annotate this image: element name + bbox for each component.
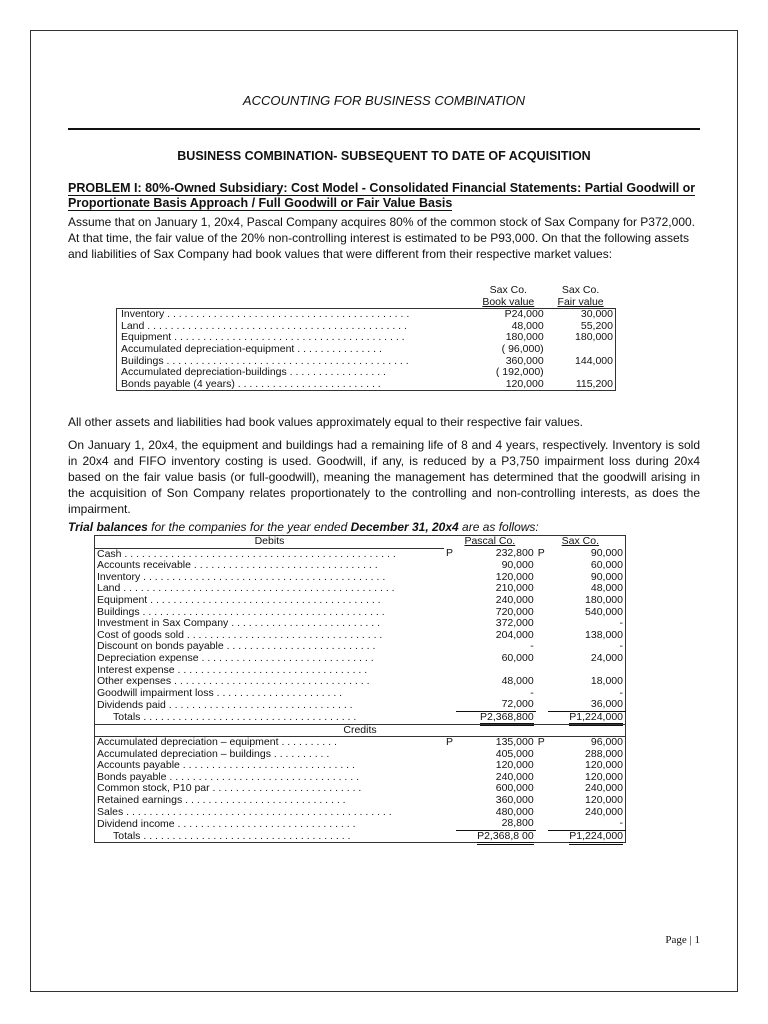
leader-dots: . . . . . . . . . . . . . . . . . . . . . . <box>213 687 343 699</box>
sax-total <box>548 711 626 724</box>
pascal-total <box>456 830 536 843</box>
leader-dots: . . . . . . . . . . . . . . . . . . . . . . . . . . . . <box>182 795 346 807</box>
debit-row <box>95 630 626 642</box>
peso-sign: P <box>537 736 545 749</box>
sax-amount: - <box>619 617 623 630</box>
fv-row <box>117 367 616 379</box>
tb-intro-a: Trial balances <box>68 520 148 534</box>
peso-sign: P <box>537 547 545 560</box>
tb-label <box>95 688 444 700</box>
problem-label: PROBLEM I: <box>68 181 142 195</box>
pascal-amount: 240,000 <box>495 770 534 783</box>
peso-sign <box>444 653 456 665</box>
totals-row <box>95 830 626 843</box>
fv-fair: 115,200 <box>546 379 616 391</box>
col-pascal-head: Pascal Co. <box>464 535 516 548</box>
pascal-amount: 240,000 <box>495 593 534 606</box>
peso-sign <box>536 772 548 784</box>
tb-label-text: Accumulated depreciation – equipment <box>97 736 279 749</box>
tb-label-text: Dividends paid <box>97 699 166 711</box>
pascal-total-value: P2,368,8 00 <box>477 830 534 845</box>
sax-amount: - <box>619 640 623 653</box>
peso-sign <box>536 783 548 795</box>
leader-dots: . . . . . . . . . . . . . . . . . . . . . . . . . . . . . . . . <box>190 560 378 572</box>
tb-label-text: Sales <box>97 806 124 818</box>
tb-label <box>95 749 444 761</box>
tb-label-text: Interest expense <box>97 664 175 676</box>
fv-book: 180,000 <box>505 331 544 344</box>
fv-book: 120,000 <box>471 379 546 391</box>
credit-row <box>95 807 626 819</box>
credit-row <box>95 737 626 749</box>
sax-amount: 138,000 <box>585 628 623 641</box>
debit-row <box>95 572 626 584</box>
tb-label-text: Equipment <box>97 594 148 606</box>
tb-label <box>95 618 444 630</box>
leader-dots: . . . . . . . . . . . . . . . . . . . . . . . . . . . . . . . . . . . . . . . . . . . . . . <box>123 806 392 818</box>
peso-sign <box>536 653 548 665</box>
fv-book: ( 96,000) <box>501 342 544 355</box>
leader-dots: . . . . . . . . . . . . . . . . . . . . . . . . . . . . . . . . . . . . . . . . . . . . . . . <box>121 548 396 560</box>
tb-intro-b: for the companies for the year ended <box>147 520 351 534</box>
leader-dots: . . . . . . . . . . . . . . . . . . . . . . . . . . <box>209 783 362 795</box>
sax-amount: - <box>548 818 626 830</box>
sax-amount: 48,000 <box>590 582 623 595</box>
pascal-amount: 232,800 <box>495 547 534 560</box>
peso-sign <box>444 618 456 630</box>
fv-label-text: Accumulated depreciation-equipment <box>121 343 295 355</box>
peso-sign <box>536 699 548 711</box>
peso-sign <box>444 760 456 772</box>
peso-sign <box>444 607 456 619</box>
pascal-amount: 360,000 <box>495 794 534 807</box>
fv-book: ( 192,000) <box>495 366 544 379</box>
peso-sign <box>536 641 548 653</box>
peso-sign <box>536 807 548 819</box>
fv-label <box>117 356 471 368</box>
debit-row <box>95 641 626 653</box>
pascal-amount: 120,000 <box>495 570 534 583</box>
tb-label <box>95 818 444 830</box>
pascal-amount: 372,000 <box>495 617 534 630</box>
debit-row <box>95 607 626 619</box>
peso-sign <box>444 560 456 572</box>
peso-sign <box>536 572 548 584</box>
fv-row <box>117 309 616 321</box>
tb-label <box>95 760 444 772</box>
sax-amount: 36,000 <box>548 699 626 711</box>
fv-book: P24,000 <box>471 309 546 321</box>
leader-dots: . . . . . . . . . . . . . . . . . . . . . . . . . . . . . . . . . . . . . . . . . . <box>164 308 410 321</box>
tb-label-text: Accounts receivable <box>97 560 191 572</box>
leader-dots: . . . . . . . . . . . . . . . . . . . . . . . . . . . . . . <box>179 760 355 772</box>
leader-dots: . . . . . . . . . . . . . . . . . . . . . . . . . . . . . . <box>198 652 374 664</box>
col-book-head-1: Sax Co. <box>489 284 527 296</box>
sax-amount: 240,000 <box>585 782 623 795</box>
sax-amount: 90,000 <box>590 547 623 560</box>
leader-dots: . . . . . . . . . . . . . . . . . . . . . . . . . . . . . . . . . . . . . <box>140 711 357 723</box>
tb-label-text: Land <box>97 583 121 595</box>
fv-label-text: Inventory <box>121 308 165 321</box>
peso-sign <box>536 618 548 630</box>
peso-sign <box>444 772 456 784</box>
pascal-amount: 60,000 <box>501 651 534 664</box>
credit-row <box>95 783 626 795</box>
credit-row <box>95 760 626 772</box>
totals-label: Totals <box>113 711 141 723</box>
tb-label <box>95 548 444 560</box>
peso-sign <box>444 583 456 595</box>
tb-label <box>95 560 444 572</box>
tb-label <box>95 665 444 677</box>
tb-label-text: Buildings <box>97 606 140 618</box>
sax-total-value: P1,224,000 <box>569 830 623 845</box>
peso-sign <box>536 676 548 688</box>
sax-amount: 120,000 <box>585 794 623 807</box>
trial-balance-table <box>94 535 626 843</box>
tb-label-text: Discount on bonds payable <box>97 641 224 653</box>
credits-header <box>95 724 626 737</box>
peso-sign <box>536 665 548 677</box>
sax-total-value: P1,224,000 <box>569 711 623 726</box>
peso-sign <box>444 665 456 677</box>
leader-dots: . . . . . . . . . . . . . . . . . . . . . . . . . . . . . . . <box>174 818 356 830</box>
leader-dots: . . . . . . . . . . . . . . . . . . . . . . . . . . . . . . . . . . . . . . . . <box>171 332 405 344</box>
leader-dots: . . . . . . . . . . . . . . . . . . . . . . . . . . . . . . . . . . . . <box>140 830 351 842</box>
tb-label <box>95 699 444 711</box>
sax-amount: 96,000 <box>590 736 623 749</box>
fv-row <box>117 379 616 391</box>
tb-label <box>95 641 444 653</box>
trial-balance-intro <box>68 519 700 535</box>
pascal-amount: 120,000 <box>495 759 534 772</box>
leader-dots: . . . . . . . . . . . . . . . . . . . . . . . . . . . . . . . . . . <box>183 629 383 641</box>
fv-fair: 30,000 <box>546 309 616 321</box>
peso-sign <box>536 607 548 619</box>
tb-label-text: Inventory <box>97 571 141 583</box>
peso-sign <box>444 818 456 830</box>
col-fair-head-2: Fair value <box>557 295 604 308</box>
pascal-amount: - <box>530 640 534 653</box>
col-book-head-2: Book value <box>482 295 535 308</box>
pascal-amount: 135,000 <box>495 736 534 749</box>
peso-sign <box>444 749 456 761</box>
leader-dots: . . . . . . . . . . . . . . . . . . . . . . . . . . . . . . . . . <box>166 771 360 783</box>
fv-label-text: Bonds payable (4 years) <box>121 378 235 390</box>
peso-sign <box>536 795 548 807</box>
tb-label <box>95 795 444 807</box>
tb-label-text: Cash <box>97 548 122 560</box>
leader-dots: . . . . . . . . . . . . . . . . . . . . . . . . . . <box>228 618 381 630</box>
sax-amount: 120,000 <box>585 759 623 772</box>
fv-label <box>117 344 471 356</box>
sax-amount: - <box>619 686 623 699</box>
col-sax-head: Sax Co. <box>561 535 600 548</box>
spacer <box>444 830 456 843</box>
debit-row <box>95 548 626 560</box>
fv-label-text: Buildings <box>121 355 164 367</box>
leader-dots: . . . . . . . . . . . . . . . . . . . . . . . . . . <box>223 641 376 653</box>
tb-label <box>95 737 444 749</box>
fv-label <box>117 309 471 321</box>
fv-label-text: Land <box>121 320 145 332</box>
sax-amount: 540,000 <box>585 605 623 618</box>
tb-label <box>95 830 444 843</box>
document-title: BUSINESS COMBINATION- SUBSEQUENT TO DATE OF ACQUISITION <box>177 149 591 163</box>
tb-intro-d: are as follows: <box>458 520 539 534</box>
debit-row <box>95 688 626 700</box>
peso-sign <box>536 688 548 700</box>
fv-label-text: Equipment <box>121 332 172 344</box>
peso-sign <box>536 630 548 642</box>
credits-label: Credits <box>95 724 626 737</box>
peso-sign <box>536 749 548 761</box>
tb-label-text: Retained earnings <box>97 795 183 807</box>
spacer <box>444 711 456 724</box>
sax-amount: 18,000 <box>590 675 623 688</box>
debit-row <box>95 560 626 572</box>
pascal-amount: 480,000 <box>495 805 534 818</box>
leader-dots: . . . . . . . . . . <box>270 748 330 760</box>
tb-label <box>95 772 444 784</box>
peso-sign <box>536 818 548 830</box>
tb-label-text: Other expenses <box>97 676 172 688</box>
tb-label-text: Cost of goods sold <box>97 629 184 641</box>
sax-amount: 288,000 <box>585 747 623 760</box>
tb-label <box>95 711 444 724</box>
credit-row <box>95 749 626 761</box>
debit-row <box>95 676 626 688</box>
credit-row <box>95 818 626 830</box>
col-fair-head-1: Sax Co. <box>561 284 600 296</box>
fv-fair: 180,000 <box>546 332 616 344</box>
fv-label <box>117 321 471 333</box>
peso-sign <box>444 699 456 711</box>
tb-label-text: Common stock, P10 par <box>97 783 210 795</box>
fv-fair: 144,000 <box>546 356 616 368</box>
leader-dots: . . . . . . . . . . . . . . . <box>294 343 382 355</box>
tb-label-text: Depreciation expense <box>97 652 199 664</box>
sax-amount: 180,000 <box>585 593 623 606</box>
tb-label-text: Dividend income <box>97 818 175 830</box>
fv-fair <box>546 344 616 356</box>
tb-label <box>95 583 444 595</box>
sax-amount: 240,000 <box>585 805 623 818</box>
peso-sign <box>444 807 456 819</box>
tb-label-text: Investment in Sax Company <box>97 618 229 630</box>
tb-label <box>95 676 444 688</box>
pascal-amount: 72,000 <box>456 699 536 711</box>
peso-sign <box>444 795 456 807</box>
debit-row <box>95 665 626 677</box>
peso-sign <box>444 641 456 653</box>
peso-sign <box>444 572 456 584</box>
tb-label-text: Accumulated depreciation – buildings <box>97 748 271 760</box>
sax-amount: 120,000 <box>585 770 623 783</box>
peso-sign <box>444 783 456 795</box>
fv-fair: 55,200 <box>546 321 616 333</box>
tb-intro-c: December 31, 20x4 <box>350 520 459 534</box>
pascal-amount: 600,000 <box>495 782 534 795</box>
pascal-amount: 48,000 <box>501 675 534 688</box>
tb-label <box>95 783 444 795</box>
peso-sign <box>536 760 548 772</box>
peso-sign <box>444 688 456 700</box>
credit-row <box>95 772 626 784</box>
pascal-amount: 28,800 <box>456 818 536 830</box>
leader-dots: . . . . . . . . . . . . . . . . . <box>286 367 386 379</box>
sax-amount: 90,000 <box>590 570 623 583</box>
pascal-amount: 204,000 <box>495 628 534 641</box>
totals-label: Totals <box>113 830 141 842</box>
fv-label <box>117 332 471 344</box>
sax-amount: 24,000 <box>590 651 623 664</box>
tb-label-text: Bonds payable <box>97 771 167 783</box>
pascal-amount: 720,000 <box>495 605 534 618</box>
leader-dots: . . . . . . . . . . . . . . . . . . . . . . . . . . . . . . . . . . . . . . . . . . . . . . . <box>120 583 395 595</box>
tb-label <box>95 607 444 619</box>
peso-sign <box>444 595 456 607</box>
spacer <box>536 711 548 724</box>
peso-sign <box>444 630 456 642</box>
pascal-total <box>456 711 536 724</box>
assumptions-paragraph: On January 1, 20x4, the equipment and buildings had a remaining life of 8 and 4 years, respectively. Inventory is sold in 20x4 and FIFO inventory costing is used. Goodwill, if any, is reduced by a P3,750 impairment loss during 20x4 based on the fair value basis (or full-goodwill), meaning the management has determined that the goodwill arising in the acquisition of Son Company relates proportionately to the controlling and non-controlling interests, as does the impairment. <box>68 438 700 516</box>
debit-row <box>95 699 626 711</box>
leader-dots: . . . . . . . . . . . . . . . . . . . . . . . . . <box>234 378 381 390</box>
tb-label <box>95 653 444 665</box>
fv-book: 360,000 <box>505 354 544 367</box>
tb-label <box>95 807 444 819</box>
debit-row <box>95 595 626 607</box>
pascal-amount: 210,000 <box>495 582 534 595</box>
fv-label <box>117 379 471 391</box>
pascal-amount: 90,000 <box>501 559 534 572</box>
tb-label <box>95 630 444 642</box>
tb-label <box>95 572 444 584</box>
leader-dots: . . . . . . . . . . . . . . . . . . . . . . . . . . . . . . . . . . . . . . . . <box>147 594 381 606</box>
peso-sign <box>444 676 456 688</box>
sax-total <box>548 830 626 843</box>
leader-dots: . . . . . . . . . . . . . . . . . . . . . . . . . . . . . . . . . . . . . . . . . . . . . <box>144 320 407 332</box>
peso-sign: P <box>445 547 453 560</box>
peso-sign: P <box>445 736 453 749</box>
fair-value-note: All other assets and liabilities had book values approximately equal to their respective fair values. <box>68 415 583 429</box>
problem-heading-text: 80%-Owned Subsidiary: Cost Model - Consolidated Financial Statements: Partial Goodwill or Proportionate Basis Approach / Full Goodwill or Fair Value Basis <box>68 181 696 210</box>
header-rule <box>68 128 700 130</box>
leader-dots: . . . . . . . . . . . . . . . . . . . . . . . . . . . . . . . . . . . . . . . . . . <box>140 571 386 583</box>
leader-dots: . . . . . . . . . . <box>278 736 337 749</box>
debits-label: Debits <box>95 536 444 549</box>
leader-dots: . . . . . . . . . . . . . . . . . . . . . . . . . . . . . . . . . . . . . . . . . . <box>139 606 385 618</box>
peso-sign <box>536 595 548 607</box>
spacer <box>536 830 548 843</box>
leader-dots: . . . . . . . . . . . . . . . . . . . . . . . . . . . . . . . . <box>165 699 353 711</box>
leader-dots: . . . . . . . . . . . . . . . . . . . . . . . . . . . . . . . . . . . . . . . . . . <box>163 355 409 367</box>
pascal-total-value: P2,368,800 <box>480 711 534 726</box>
page-number: Page | 1 <box>665 934 700 946</box>
totals-row <box>95 711 626 724</box>
fv-label-text: Accumulated depreciation-buildings <box>121 367 287 379</box>
debit-row <box>95 618 626 630</box>
pascal-amount: 405,000 <box>495 747 534 760</box>
tb-label-text: Goodwill impairment loss <box>97 687 214 699</box>
leader-dots: . . . . . . . . . . . . . . . . . . . . . . . . . . . . . . . . . . <box>171 676 370 688</box>
tb-label <box>95 595 444 607</box>
peso-sign <box>536 583 548 595</box>
fair-value-table <box>116 285 616 391</box>
peso-sign <box>536 560 548 572</box>
fv-label <box>117 367 471 379</box>
debit-row <box>95 583 626 595</box>
sax-amount: 60,000 <box>590 559 623 572</box>
fv-book: 48,000 <box>511 319 544 332</box>
credit-row <box>95 795 626 807</box>
fv-row <box>117 344 616 356</box>
debit-row <box>95 653 626 665</box>
problem-heading <box>68 181 700 211</box>
fv-fair <box>546 367 616 379</box>
tb-label-text: Accounts payable <box>97 760 180 772</box>
leader-dots: . . . . . . . . . . . . . . . . . . . . . . . . . . . . . . . . . <box>174 664 368 676</box>
running-header: ACCOUNTING FOR BUSINESS COMBINATION <box>242 93 526 108</box>
pascal-amount: - <box>530 686 534 699</box>
intro-paragraph: Assume that on January 1, 20x4, Pascal Company acquires 80% of the common stock of Sax Company for P372,000. At that time, the fair value of the 20% non-controlling interest is estimated to be P93,000. On that the following assets and liabilities of Sax Company had book values that were different from their respective market values: <box>68 215 695 261</box>
